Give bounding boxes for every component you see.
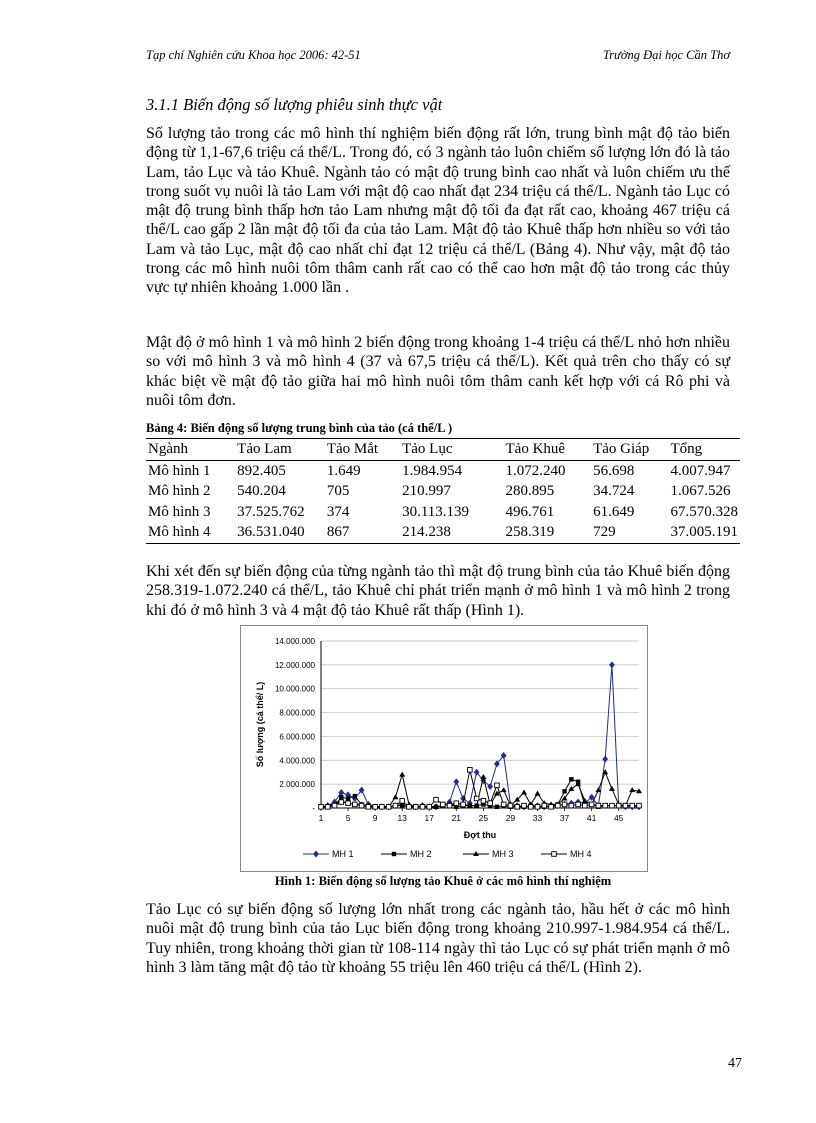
data-point-mh4: [413, 805, 418, 810]
table-header-row: [146, 439, 740, 461]
paragraph-4: Tảo Lục có sự biến động số lượng lớn nhất trong các ngành tảo, hầu hết ở các mô hình nuôi mật độ trung bình của tảo Lục biến động trong khoảng 210.997-1.984.954 cá thể/L. Tuy nhiên, trong khoảng thời gian từ 108-114 ngày thì tảo Lục có sự phát triển mạnh ở mô hình 3 làm tăng mật độ tảo từ khoảng 55 triệu lên 460 triệu cá thể/L (Hình 2).: [146, 901, 730, 976]
x-tick-label: 1: [318, 813, 324, 823]
y-tick-label: 2.000.000: [279, 780, 315, 790]
col-header-lam: Tảo Lam: [235, 439, 325, 461]
data-point-mh2: [495, 805, 499, 809]
data-point-mh3: [629, 787, 635, 792]
data-point-mh3: [501, 787, 507, 792]
algae-density-table: [146, 438, 740, 544]
data-point-mh4: [549, 805, 554, 810]
data-point-mh4: [495, 783, 500, 788]
data-point-mh2: [562, 789, 566, 793]
data-point-mh4: [325, 805, 330, 810]
series-line-mh1: [321, 665, 639, 807]
table-cell: 1.649: [326, 462, 361, 479]
table-caption: Bảng 4: Biến động số lượng trung bình của tảo (cá thể/L ): [146, 421, 453, 435]
data-point-mh4: [556, 803, 561, 808]
data-point-mh3: [480, 774, 486, 779]
table-cell: 258.319: [505, 524, 555, 541]
data-point-mh4: [501, 802, 506, 807]
y-tick-label: 10.000.000: [274, 684, 315, 694]
data-point-mh4: [353, 802, 358, 807]
table-cell: Mô hình 1: [148, 462, 211, 479]
data-point-mh4: [447, 803, 452, 808]
data-point-mh4: [386, 805, 391, 810]
data-point-mh3: [521, 789, 527, 794]
table-cell: 56.698: [593, 462, 635, 479]
data-point-mh4: [461, 802, 466, 807]
table-cell: 214.238: [402, 524, 451, 541]
data-point-mh4: [332, 803, 337, 808]
data-point-mh4: [346, 801, 351, 806]
data-point-mh4: [569, 803, 574, 808]
data-point-mh4: [427, 805, 432, 810]
data-point-mh4: [589, 802, 594, 807]
running-header-journal: Tạp chí Nghiên cứu Khoa học 2006: 42-51: [146, 48, 361, 62]
table-cell: 37.005.191: [670, 524, 738, 541]
col-header-khue: Tảo Khuê: [504, 439, 592, 461]
data-point-mh4: [610, 803, 615, 808]
table-cell: 34.724: [593, 483, 635, 500]
table-cell: 729: [593, 524, 616, 541]
data-point-mh3: [568, 786, 574, 791]
legend-marker-mh1: [313, 851, 318, 857]
table-cell: 61.649: [593, 503, 635, 520]
table-cell: 1.067.526: [670, 483, 731, 500]
data-point-mh4: [508, 803, 513, 808]
data-point-mh4: [319, 805, 324, 810]
data-point-mh3: [399, 772, 405, 777]
data-point-mh4: [339, 800, 344, 805]
table-cell: Mô hình 3: [148, 503, 211, 520]
data-point-mh3: [535, 791, 541, 796]
data-point-mh4: [515, 805, 520, 810]
table-cell: 374: [326, 503, 350, 520]
data-point-mh4: [535, 805, 540, 810]
col-header-mat: Tảo Mắt: [325, 439, 400, 461]
running-header-university: Trường Đại học Cần Thơ: [602, 48, 730, 62]
legend-label-mh2: MH 2: [410, 849, 432, 859]
paragraph-1: Số lượng tảo trong các mô hình thí nghiệm biến động rất lớn, trung bình mật độ tảo biến động từ 1,1-67,6 triệu cá thể/L. Trong đó, có 3 ngành tảo luôn chiếm số lượng lớn đó là tảo Lam, tảo Lục và tảo Khuê. Ngành tảo có mật độ trung bình cao nhất và luôn chiếm ưu thế trong suốt vụ nuôi là tảo Lam với mật độ cao nhất đạt 234 triệu cá thể/L. Ngành tảo Lục có mật độ trung bình thấp hơn tảo Lam nhưng mật độ tối đa đạt rất cao, khoảng 467 triệu cá thể/L cao gấp 2 lần mật độ tối đa của tảo Lam. Mật độ tảo Khuê thấp hơn nhiều so với tảo Lam và tảo Lục, mật độ cao nhất chỉ đạt 12 triệu cá thể/L (Bảng 4). Như vậy, mật độ tảo trong các mô hình nuôi tôm thâm canh rất cao có thể cao hơn mật độ tảo trong các thủy vực tự nhiên khoảng 1.000 lần .: [146, 125, 730, 297]
x-tick-label: 13: [397, 813, 407, 823]
data-point-mh4: [603, 803, 608, 808]
table-cell: 1.984.954: [402, 462, 463, 479]
data-point-mh4: [630, 803, 635, 808]
data-point-mh2: [400, 803, 404, 807]
col-header-group: Ngành: [146, 439, 235, 461]
table-cell: 280.895: [505, 483, 555, 500]
table-row: [146, 482, 740, 503]
legend-label-mh4: MH 4: [570, 849, 592, 859]
data-point-mh4: [623, 803, 628, 808]
section-title: 3.1.1 Biến động số lượng phiêu sinh thực vật: [146, 95, 443, 114]
y-tick-label: 4.000.000: [279, 756, 315, 766]
x-tick-label: 25: [478, 813, 489, 823]
table-cell: 37.525.762: [237, 503, 305, 520]
data-point-mh4: [562, 802, 567, 807]
table-row: [146, 523, 740, 544]
figure-caption: Hình 1: Biến động số lượng tảo Khuê ở các mô hình thí nghiệm: [274, 874, 612, 888]
col-header-total: Tổng: [669, 439, 741, 461]
data-point-mh4: [583, 803, 588, 808]
table-cell: 867: [326, 524, 350, 541]
y-tick-label: 14.000.000: [274, 637, 315, 646]
data-point-mh4: [522, 803, 527, 808]
x-tick-label: 41: [586, 813, 597, 823]
data-point-mh4: [434, 797, 439, 802]
x-tick-label: 45: [613, 813, 624, 823]
legend-label-mh1: MH 1: [332, 849, 354, 859]
y-tick-label: 6.000.000: [279, 732, 315, 742]
table-cell: 496.761: [505, 503, 555, 520]
paragraph-2: Mật độ ở mô hình 1 và mô hình 2 biến động trong khoảng 1-4 triệu cá thể/L nhỏ hơn nhiều so với mô hình 3 và mô hình 4 (37 và 67,5 triệu cá thể/L). Kết quả trên cho thấy có sự khác biệt về mật độ tảo giữa hai mô hình nuôi tôm thâm canh kết hợp với cá Rô phi và nuôi tôm đơn.: [146, 334, 730, 409]
data-point-mh1: [603, 756, 608, 762]
x-tick-label: 17: [424, 813, 434, 823]
legend-label-mh3: MH 3: [492, 849, 514, 859]
data-point-mh4: [542, 803, 547, 808]
figure-1-chart: [240, 625, 648, 872]
x-tick-label: 29: [505, 813, 516, 823]
data-point-mh4: [454, 801, 459, 806]
table-cell: 30.113.139: [402, 503, 470, 520]
data-point-mh3: [609, 786, 615, 791]
data-point-mh2: [353, 794, 357, 798]
legend-marker-mh2: [392, 852, 396, 856]
table-row: [146, 461, 740, 482]
x-tick-label: 5: [345, 813, 351, 823]
y-tick-label: 12.000.000: [274, 660, 315, 670]
table-cell: Mô hình 4: [148, 524, 211, 541]
data-point-mh4: [468, 768, 473, 773]
table-cell: 4.007.947: [670, 462, 731, 479]
data-point-mh4: [474, 796, 479, 801]
y-tick-label: 8.000.000: [279, 708, 315, 718]
x-tick-label: 37: [559, 813, 570, 823]
data-point-mh4: [407, 805, 412, 810]
page-number: 47: [728, 1056, 742, 1071]
col-header-giap: Tảo Giáp: [591, 439, 668, 461]
legend-marker-mh4: [552, 852, 557, 857]
table-cell: Mô hình 2: [148, 483, 211, 500]
table-cell: 67.570.328: [670, 503, 738, 520]
data-point-mh4: [400, 799, 405, 804]
table-cell: 36.531.040: [237, 524, 305, 541]
data-point-mh2: [569, 777, 573, 781]
x-tick-label: 21: [451, 813, 462, 823]
khue-density-line-chart: [241, 626, 647, 871]
data-point-mh4: [481, 799, 486, 804]
table-cell: 210.997: [402, 483, 451, 500]
x-axis-label: Đợt thu: [463, 830, 497, 840]
table-cell: 705: [326, 483, 350, 500]
data-point-mh4: [359, 803, 364, 808]
y-tick-label: -: [312, 804, 315, 813]
paragraph-3: Khi xét đến sự biến động của từng ngành tảo thì mật độ trung bình của tảo Khuê biến động 258.319-1.072.240 cá thể/L, tảo Khuê chỉ phát triển mạnh ở mô hình 1 và mô hình 2 trong khi đó ở mô hình 3 và 4 mật độ tảo Khuê rất thấp (Hình 1).: [146, 563, 730, 619]
data-point-mh4: [393, 803, 398, 808]
data-point-mh4: [440, 802, 445, 807]
data-point-mh4: [420, 805, 425, 810]
data-point-mh4: [528, 805, 533, 810]
x-tick-label: 33: [532, 813, 543, 823]
data-point-mh4: [637, 803, 642, 808]
table-cell: 892.405: [237, 462, 286, 479]
data-point-mh4: [488, 801, 493, 806]
data-point-mh1: [609, 662, 614, 668]
col-header-luc: Tảo Lục: [400, 439, 503, 461]
data-point-mh4: [596, 803, 601, 808]
data-point-mh4: [380, 805, 385, 810]
data-point-mh2: [346, 796, 350, 800]
data-point-mh3: [392, 794, 398, 799]
data-point-mh4: [616, 803, 621, 808]
table-cell: 540.204: [237, 483, 286, 500]
y-axis-label: Số lượng (cá thể/ L): [255, 681, 265, 768]
x-tick-label: 9: [372, 813, 378, 823]
table-cell: 1.072.240: [505, 462, 566, 479]
data-point-mh4: [576, 802, 581, 807]
table-row: [146, 502, 740, 523]
data-point-mh4: [366, 805, 371, 810]
data-point-mh4: [373, 805, 378, 810]
